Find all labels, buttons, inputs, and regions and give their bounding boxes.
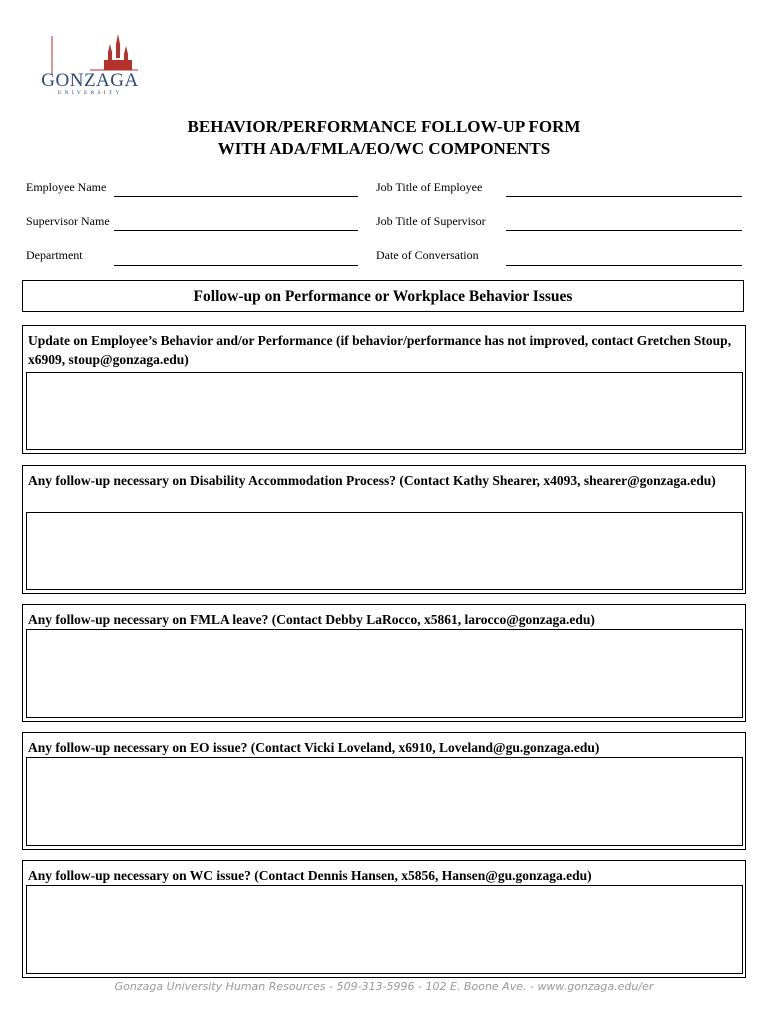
fmla-leave-label: Any follow-up necessary on FMLA leave? (Contact Debby LaRocco, x5861, larocco@gonzaga.edu) bbox=[28, 612, 595, 627]
fmla-leave-section bbox=[22, 604, 746, 722]
employee-name-label: Employee Name bbox=[26, 180, 107, 194]
employee-name-field[interactable] bbox=[114, 196, 358, 197]
logo-name: GONZAGA bbox=[41, 70, 139, 91]
fmla-leave-textarea[interactable] bbox=[26, 629, 743, 718]
footer-contact: Gonzaga University Human Resources - 509-313-5996 - 102 E. Boone Ave. - www.gonzaga.edu/er bbox=[114, 980, 654, 993]
job-title-employee-field[interactable] bbox=[506, 196, 742, 197]
disability-accommodation-label: Any follow-up necessary on Disability Accommodation Process? (Contact Kathy Shearer, x4093, shearer@gonzaga.edu) bbox=[28, 473, 716, 488]
job-title-supervisor-field[interactable] bbox=[506, 230, 742, 231]
behavior-update-label: Update on Employee’s Behavior and/or Performance (if behavior/performance has not improved, contact Gretchen Stoup, x6909, stoup@gonzaga.edu) bbox=[28, 333, 732, 367]
chapel-spire-icon bbox=[40, 30, 140, 74]
form-title-line1: BEHAVIOR/PERFORMANCE FOLLOW-UP FORM bbox=[187, 117, 581, 136]
date-of-conversation-field[interactable] bbox=[506, 265, 742, 266]
behavior-update-textarea[interactable] bbox=[26, 372, 743, 450]
gonzaga-logo bbox=[40, 30, 140, 102]
eo-issue-textarea[interactable] bbox=[26, 757, 743, 846]
wc-issue-label: Any follow-up necessary on WC issue? (Contact Dennis Hansen, x5856, Hansen@gu.gonzaga.edu) bbox=[28, 868, 592, 883]
eo-issue-label: Any follow-up necessary on EO issue? (Contact Vicki Loveland, x6910, Loveland@gu.gonzaga.edu) bbox=[28, 740, 600, 755]
department-field[interactable] bbox=[114, 265, 358, 266]
wc-issue-textarea[interactable] bbox=[26, 885, 743, 974]
wc-issue-section bbox=[22, 860, 746, 978]
section-header: Follow-up on Performance or Workplace Behavior Issues bbox=[22, 280, 744, 312]
supervisor-name-field[interactable] bbox=[114, 230, 358, 231]
department-label: Department bbox=[26, 248, 83, 262]
job-title-supervisor-label: Job Title of Supervisor bbox=[376, 214, 486, 228]
supervisor-name-label: Supervisor Name bbox=[26, 214, 110, 228]
form-title bbox=[0, 116, 768, 160]
form-title-line2: WITH ADA/FMLA/EO/WC COMPONENTS bbox=[217, 139, 551, 158]
disability-accommodation-section bbox=[22, 465, 746, 594]
behavior-update-section bbox=[22, 325, 746, 454]
eo-issue-section bbox=[22, 732, 746, 850]
date-of-conversation-label: Date of Conversation bbox=[376, 248, 479, 262]
disability-accommodation-textarea[interactable] bbox=[26, 512, 743, 590]
logo-subtitle: UNIVERSITY bbox=[57, 90, 123, 96]
job-title-employee-label: Job Title of Employee bbox=[376, 180, 483, 194]
